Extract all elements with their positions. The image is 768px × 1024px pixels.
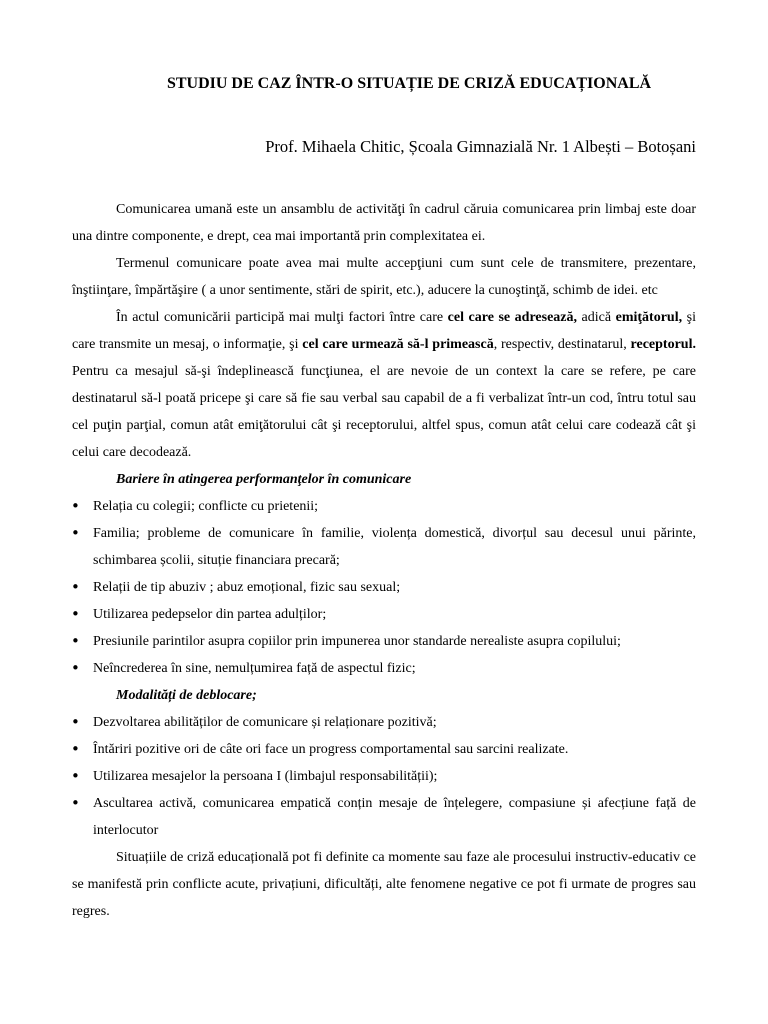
- paragraph-2: Termenul comunicare poate avea mai multe accepţiuni cum sunt cele de transmitere, prezentare, înştiinţare, împărtăşire ( a unor sentimente, stări de spirit, etc.), aducere la cunoştinţă, schimb de idei. etc: [72, 256, 696, 298]
- p3-text-3: şi care transmite un mesaj, o informaţie, şi: [72, 310, 696, 352]
- p3-bold-1: cel care se adresează,: [447, 310, 577, 325]
- paragraph-4: Situațiile de criză educațională pot fi definite ca momente sau faze ale procesului instructiv-educativ ce se manifestă prin conflicte acute, privațiuni, dificultăți, alte fenomene negative ce pot fi urmate de progres sau regres.: [72, 850, 696, 919]
- p3-bold-4: receptorul.: [630, 337, 696, 352]
- p3-bold-2: emiţătorul,: [615, 310, 683, 325]
- list-item: • Utilizarea pedepselor din partea adulților;: [72, 601, 696, 628]
- list-item: • Neîncrederea în sine, nemulțumirea față de aspectul fizic;: [72, 655, 696, 682]
- author-line: Prof. Mihaela Chitic, Școala Gimnazială Nr. 1 Albești – Botoșani: [265, 137, 696, 156]
- page-title: STUDIU DE CAZ ÎNTR-O SITUAȚIE DE CRIZĂ EDUCAȚIONALĂ: [166, 75, 652, 92]
- p3-text-2: adică: [577, 310, 616, 325]
- list-item: • Dezvoltarea abilităților de comunicare și relaționare pozitivă;: [72, 709, 696, 736]
- list-item: • Presiunile parintilor asupra copiilor prin impunerea unor standarde nerealiste asupra copilului;: [72, 628, 696, 655]
- list-item: • Relația cu colegii; conflicte cu prietenii;: [72, 493, 696, 520]
- p3-text-5: Pentru ca mesajul să-şi îndeplinească funcţiunea, el are nevoie de un context la care se refere, pe care destinatarul să-l poată pricepe şi care să fie sau verbal sau capabil de a fi verbalizat într-un cod, întru totul sau cel puţin parţial, comun atât emiţătorului cât şi receptorului, altfel spus, comun atât celui care codează cât şi celui care decodează.: [72, 364, 696, 460]
- paragraph-3: [72, 304, 696, 466]
- p3-text-4: , respectiv, destinatarul,: [493, 337, 631, 352]
- unblocking-list: [72, 709, 696, 844]
- list-item: • Ascultarea activă, comunicarea empatică conțin mesaje de înțelegere, compasiune și afecțiune față de interlocutor: [72, 790, 696, 844]
- list-item: • Utilizarea mesajelor la persoana I (limbajul responsabilității);: [72, 763, 696, 790]
- list-item: • Relații de tip abuziv ; abuz emoțional, fizic sau sexual;: [72, 574, 696, 601]
- section-heading-barriers: Bariere în atingerea performanţelor în comunicare: [116, 472, 412, 487]
- list-item: • Întăriri pozitive ori de câte ori face un progress comportamental sau sarcini realizate.: [72, 736, 696, 763]
- paragraph-1: Comunicarea umană este un ansamblu de activităţi în cadrul căruia comunicarea prin limbaj este doar una dintre componente, e drept, cea mai importantă prin complexitatea ei.: [72, 202, 696, 244]
- section-heading-unblocking: Modalități de deblocare;: [116, 688, 257, 703]
- barriers-list: [72, 493, 696, 682]
- list-item: • Familia; probleme de comunicare în familie, violența domestică, divorțul sau decesul unui părinte, schimbarea școlii, situție financiara precară;: [72, 520, 696, 574]
- p3-bold-3: cel care urmează să-l primească: [302, 337, 494, 352]
- document-body: [72, 196, 696, 925]
- p3-text-1: În actul comunicării participă mai mulţi factori între care: [116, 310, 448, 325]
